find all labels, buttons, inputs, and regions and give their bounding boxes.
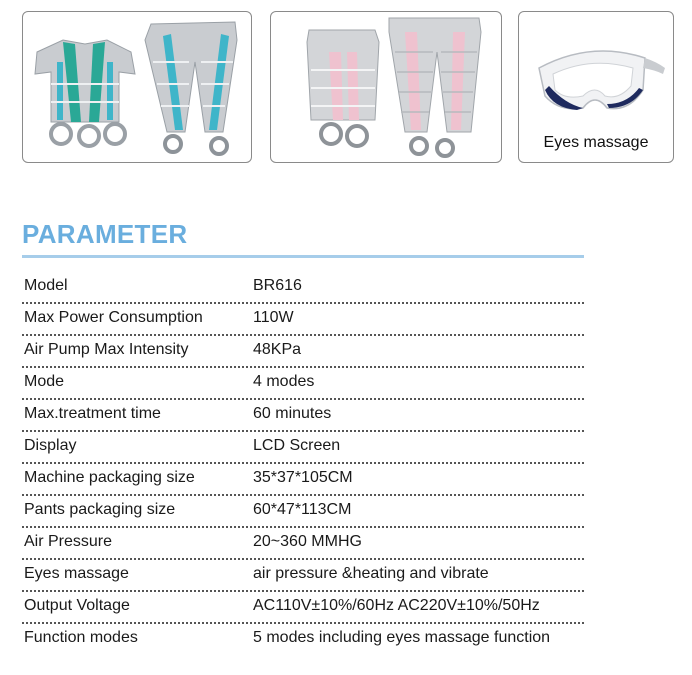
- param-row-air-pump: [22, 336, 584, 368]
- param-value: 35*37*105CM: [253, 469, 353, 486]
- param-key: Max.treatment time: [24, 405, 161, 422]
- param-value: BR616: [253, 277, 302, 294]
- param-value: 110W: [253, 309, 294, 326]
- param-value: 20~360 MMHG: [253, 533, 362, 550]
- param-value: air pressure &heating and vibrate: [253, 565, 489, 582]
- eye-massager-label: Eyes massage: [543, 134, 649, 151]
- param-key: Output Voltage: [24, 597, 130, 614]
- param-row-pants-packaging: [22, 496, 584, 528]
- param-key: Air Pressure: [24, 533, 113, 550]
- param-value: 5 modes including eyes massage function: [253, 629, 551, 646]
- section-title: PARAMETER: [22, 219, 188, 249]
- param-row-display: [22, 432, 584, 464]
- param-value: 60*47*113CM: [253, 501, 352, 518]
- param-key: Mode: [24, 373, 65, 390]
- param-row-output-voltage: [22, 592, 584, 624]
- pink-suit-illustration: [271, 12, 502, 163]
- title-underline: [22, 255, 584, 258]
- param-row-air-pressure: [22, 528, 584, 560]
- param-row-function-modes: [22, 624, 584, 656]
- param-value: 48KPa: [253, 341, 302, 358]
- product-card-eye-massager: [518, 11, 674, 163]
- param-key: Pants packaging size: [24, 501, 176, 518]
- param-value: 60 minutes: [253, 405, 332, 422]
- param-row-max-power: [22, 304, 584, 336]
- param-key: Function modes: [24, 629, 138, 646]
- param-row-eyes-massage: [22, 560, 584, 592]
- param-row-mode: [22, 368, 584, 400]
- param-key: Model: [24, 277, 68, 294]
- param-key: Air Pump Max Intensity: [24, 341, 189, 358]
- product-card-pink-suit: [270, 11, 502, 163]
- param-key: Display: [24, 437, 77, 454]
- param-value: LCD Screen: [253, 437, 341, 454]
- param-key: Max Power Consumption: [24, 309, 203, 326]
- param-row-model: [22, 272, 584, 304]
- product-card-teal-suit: [22, 11, 252, 163]
- param-key: Eyes massage: [24, 565, 129, 582]
- parameter-table: [22, 272, 584, 656]
- param-value: 4 modes: [253, 373, 315, 390]
- param-row-treatment-time: [22, 400, 584, 432]
- param-row-machine-packaging: [22, 464, 584, 496]
- param-value: AC110V±10%/60Hz AC220V±10%/50Hz: [253, 597, 540, 614]
- teal-suit-illustration: [23, 12, 252, 163]
- param-key: Machine packaging size: [24, 469, 195, 486]
